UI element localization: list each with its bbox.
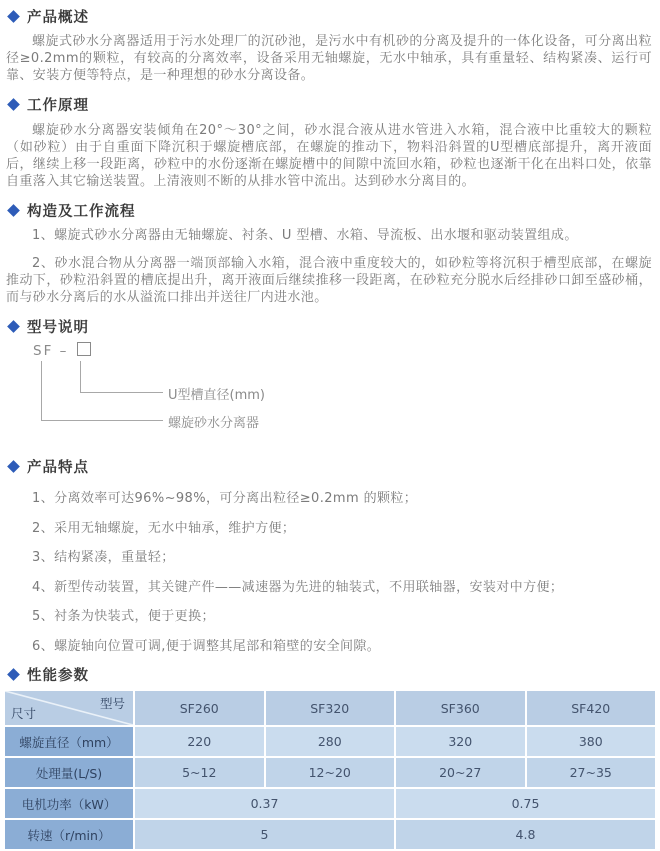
cell-value: 20~27 xyxy=(396,758,525,787)
corner-label-size: 尺寸 xyxy=(11,706,37,722)
model-prefix: SF xyxy=(33,343,54,360)
feature-item: 4、新型传动装置，其关键产件——减速器为先进的轴装式，不用联轴器，安装对中方便； xyxy=(32,579,564,595)
section-title: 工作原理 xyxy=(27,98,89,115)
feature-item: 1、分离效率可达96%~98%，可分离出粒径≥0.2mm 的颗粒； xyxy=(32,491,418,507)
specs-table xyxy=(3,689,657,851)
cell-value: 12~20 xyxy=(266,758,395,787)
section-header-overview xyxy=(6,6,660,26)
diamond-icon xyxy=(7,320,20,333)
row-label: 电机功率（kW） xyxy=(5,789,133,818)
diamond-icon xyxy=(7,204,20,217)
model-label-diameter: U型槽直径(mm) xyxy=(168,388,265,404)
diamond-icon xyxy=(7,98,20,111)
corner-cell xyxy=(5,691,133,725)
row-label: 螺旋直径（mm） xyxy=(5,727,133,756)
feature-item: 5、衬条为快装式，便于更换； xyxy=(32,609,215,625)
cell-value: 5~12 xyxy=(135,758,264,787)
feature-item: 6、螺旋轴向位置可调,便于调整其尾部和箱壁的安全间隙。 xyxy=(32,638,381,654)
cell-value: 380 xyxy=(527,727,656,756)
model-size-box-icon xyxy=(77,342,91,356)
section-title: 构造及工作流程 xyxy=(27,203,136,220)
corner-label-model: 型号 xyxy=(99,696,125,712)
overview-paragraph: 螺旋式砂水分离器适用于污水处理厂的沉砂池，是污水中有机砂的分离及提升的一体化设备，可分离出粒径≥0.2mm的颗粒，有较高的分离效率，设备采用无轴螺旋，无水中轴承，具有重量轻、结构紧凑、运行可靠、安装方便等特点，是一种理想的砂水分离设备。 xyxy=(6,34,652,84)
row-label: 转速（r/min） xyxy=(5,820,133,849)
table-row xyxy=(5,758,655,787)
column-header: SF260 xyxy=(135,691,264,725)
cell-value-merged: 5 xyxy=(135,820,394,849)
cell-value-merged: 4.8 xyxy=(396,820,655,849)
structure-item: 1、螺旋式砂水分离器由无轴螺旋、衬条、U 型槽、水箱、导流板、出水堰和驱动装置组成。 xyxy=(32,228,578,244)
table-row xyxy=(5,789,655,818)
cell-value-merged: 0.75 xyxy=(396,789,655,818)
section-title: 性能参数 xyxy=(27,667,89,684)
table-row xyxy=(5,820,655,849)
column-header: SF360 xyxy=(396,691,525,725)
section-header-principle xyxy=(6,95,660,115)
model-label-name: 螺旋砂水分离器 xyxy=(168,416,260,432)
cell-value: 27~35 xyxy=(527,758,656,787)
column-header: SF420 xyxy=(527,691,656,725)
feature-item: 2、采用无轴螺旋，无水中轴承，维护方便； xyxy=(32,520,296,536)
row-label: 处理量(L/S) xyxy=(5,758,133,787)
section-header-model xyxy=(6,316,660,336)
cell-value: 280 xyxy=(266,727,395,756)
feature-item: 3、结构紧凑，重量轻； xyxy=(32,550,175,566)
section-header-specs xyxy=(6,664,660,684)
diamond-icon xyxy=(7,460,20,473)
section-header-structure xyxy=(6,200,660,220)
section-title: 产品特点 xyxy=(27,459,89,476)
section-title: 型号说明 xyxy=(27,319,89,336)
cell-value-merged: 0.37 xyxy=(135,789,394,818)
connector-line-name xyxy=(41,361,163,421)
cell-value: 320 xyxy=(396,727,525,756)
table-row xyxy=(5,727,655,756)
section-title: 产品概述 xyxy=(27,9,89,26)
model-code xyxy=(33,342,91,359)
cell-value: 220 xyxy=(135,727,264,756)
model-diagram xyxy=(0,342,660,454)
diamond-icon xyxy=(7,10,20,23)
structure-item: 2、砂水混合物从分离器一端顶部输入水箱，混合液中重度较大的，如砂粒等将沉积于槽型底部，在螺旋推动下，砂粒沿斜置的槽底提出升，离开液面后继续推移一段距离，在砂粒充分脱水后经排砂口卸至盛砂桶，而与砂水分离后的水从溢流口排出并送往厂内进水池。 xyxy=(6,255,652,306)
model-separator: – xyxy=(59,343,69,360)
table-header-row xyxy=(5,691,655,725)
principle-paragraph: 螺旋砂水分离器安装倾角在20°～30°之间，砂水混合液从进水管进入水箱，混合液中比重较大的颗粒（如砂粒）由于自重面下降沉积于螺旋槽底部，在螺旋的推动下，物料沿斜置的U型槽底部提升，离开液面后，继续上移一段距离，砂粒中的水份逐渐在螺旋槽中的间隙中流回水箱，砂粒也逐渐干化在出料口处，依靠自重落入其它输送装置。上清液则不断的从排水管中流出。达到砂水分离目的。 xyxy=(6,122,652,190)
section-header-features xyxy=(6,456,660,476)
column-header: SF320 xyxy=(266,691,395,725)
diamond-icon xyxy=(7,668,20,681)
